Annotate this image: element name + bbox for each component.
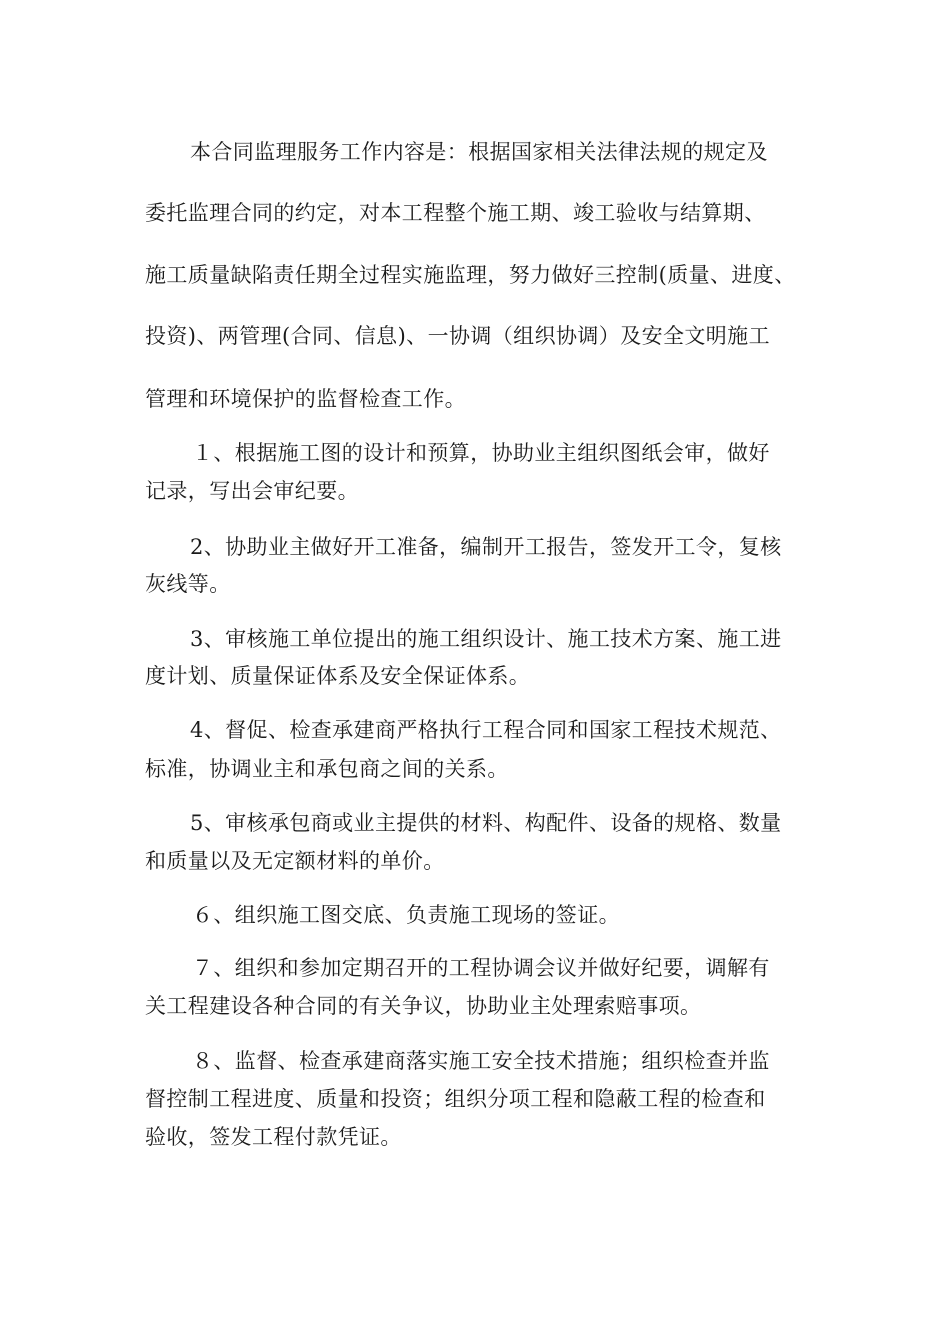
item-7-line-2: 关工程建设各种合同的有关争议，协助业主处理索赔事项。 [145, 994, 702, 1018]
item-5-line-2: 和质量以及无定额材料的单价。 [145, 849, 445, 873]
item-6-line-1: ６、组织施工图交底、负责施工现场的签证。 [192, 903, 620, 927]
item-1-line-2: 记录，写出会审纪要。 [145, 479, 359, 503]
item-3-line-1: 3、审核施工单位提出的施工组织设计、施工技术方案、施工进 [190, 627, 782, 651]
item-8-line-2: 督控制工程进度、质量和投资；组织分项工程和隐蔽工程的检查和 [145, 1087, 766, 1111]
item-8-line-3: 验收，签发工程付款凭证。 [145, 1125, 402, 1149]
intro-line-3: 施工质量缺陷责任期全过程实施监理，努力做好三控制(质量、进度、 [145, 263, 796, 287]
item-1-line-1: １、根据施工图的设计和预算，协助业主组织图纸会审，做好 [192, 441, 770, 465]
intro-line-1: 本合同监理服务工作内容是：根据国家相关法律法规的规定及 [190, 140, 768, 164]
intro-line-2: 委托监理合同的约定，对本工程整个施工期、竣工验收与结算期、 [145, 201, 766, 225]
item-3-line-2: 度计划、质量保证体系及安全保证体系。 [145, 664, 531, 688]
item-7-line-1: ７、组织和参加定期召开的工程协调会议并做好纪要，调解有 [192, 956, 770, 980]
item-8-line-1: ８、监督、检查承建商落实施工安全技术措施；组织检查并监 [192, 1049, 770, 1073]
intro-line-4: 投资)、两管理(合同、信息)、一协调（组织协调）及安全文明施工 [145, 324, 770, 348]
item-2-line-2: 灰线等。 [145, 572, 231, 596]
item-2-line-1: 2、协助业主做好开工准备，编制开工报告，签发开工令，复核 [190, 535, 782, 559]
item-4-line-2: 标准，协调业主和承包商之间的关系。 [145, 757, 509, 781]
intro-line-5: 管理和环境保护的监督检查工作。 [145, 387, 466, 411]
item-5-line-1: 5、审核承包商或业主提供的材料、构配件、设备的规格、数量 [190, 811, 782, 835]
item-4-line-1: 4、督促、检查承建商严格执行工程合同和国家工程技术规范、 [190, 718, 782, 742]
